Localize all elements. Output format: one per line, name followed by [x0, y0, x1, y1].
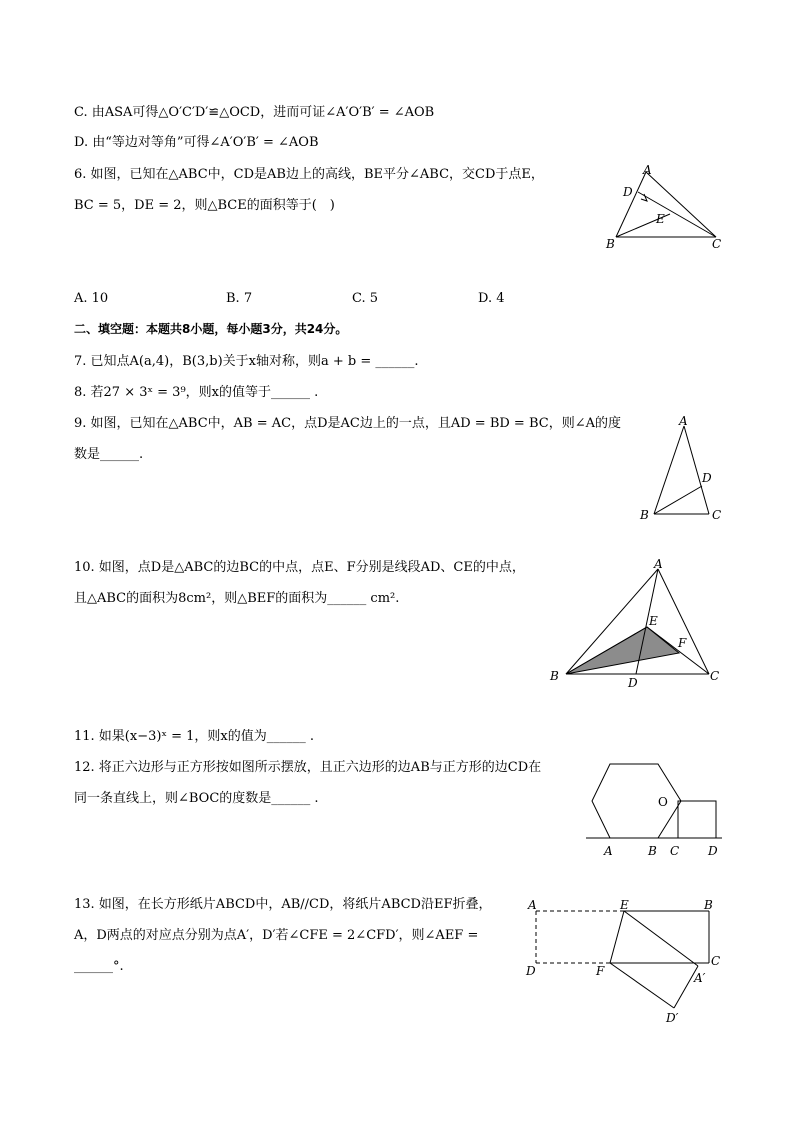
fig9-label-d: D [702, 471, 712, 485]
fig6-label-c: C [712, 237, 722, 251]
fig10-shaded-triangle [566, 627, 679, 674]
option-c: C. 由ASA可得△O′C′D′≌△OCD，进而可证∠A′O′B′ = ∠AOB [74, 105, 435, 120]
fig10-label-e: E [649, 614, 658, 628]
fig12-label-c: C [670, 844, 680, 858]
question-8: 8. 若27 × 3ˣ = 3⁹，则x的值等于______ . [74, 385, 319, 400]
question-13-line-2: A，D两点的对应点分别为点A′，D′若∠CFE = 2∠CFD′，则∠AEF = [74, 928, 479, 943]
question-10-line-2: 且△ABC的面积为8cm²，则△BEF的面积为______ cm². [74, 591, 400, 606]
figure-6-triangle [598, 162, 728, 254]
fig10-label-d: D [628, 676, 638, 690]
fig13-label-a: A [528, 898, 537, 912]
q6-option-b: B. 7 [226, 291, 253, 306]
fig6-label-a: A [643, 163, 652, 177]
fig6-label-e: E [656, 212, 665, 226]
fig9-label-c: C [712, 508, 722, 522]
fig6-label-b: B [606, 237, 615, 251]
fig12-label-a: A [604, 844, 613, 858]
question-6-line-1: 6. 如图，已知在△ABC中，CD是AB边上的高线，BE平分∠ABC，交CD于点E， [74, 167, 544, 182]
figure-10-triangle [544, 555, 724, 690]
fig13-label-d: D [526, 964, 536, 978]
question-6-line-2: BC = 5，DE = 2，则△BCE的面积等于( ) [74, 198, 335, 213]
question-13-line-3: ______°. [74, 959, 124, 974]
question-7: 7. 已知点A(a,4)，B(3,b)关于x轴对称，则a + b = ______. [74, 354, 419, 369]
fig13-label-d-prime: D′ [666, 1011, 679, 1025]
question-9-line-2: 数是______. [74, 447, 144, 462]
question-11: 11. 如果(x−3)ˣ = 1，则x的值为______ . [74, 729, 314, 744]
fig10-label-f: F [678, 636, 687, 650]
option-d: D. 由“等边对等角”可得∠A′O′B′ = ∠AOB [74, 135, 319, 150]
section-2-heading: 二、填空题：本题共8小题，每小题3分，共24分。 [74, 322, 348, 336]
figure-12-hexagon-square [586, 758, 726, 860]
question-12-line-1: 12. 将正六边形与正方形按如图所示摆放，且正六边形的边AB与正方形的边CD在 [74, 760, 542, 775]
fig6-label-d: D [623, 185, 633, 199]
fig12-label-d: D [708, 844, 718, 858]
q6-option-d: D. 4 [478, 291, 505, 306]
fig13-label-b: B [704, 898, 713, 912]
figure-9-triangle [632, 412, 732, 527]
question-12-line-2: 同一条直线上，则∠BOC的度数是______ . [74, 791, 319, 806]
fig13-label-a-prime: A′ [694, 971, 706, 985]
fig13-label-e: E [620, 898, 629, 912]
fig10-label-b: B [550, 669, 559, 683]
question-10-line-1: 10. 如图，点D是△ABC的边BC的中点，点E、F分别是线段AD、CE的中点， [74, 560, 525, 575]
fig9-label-a: A [679, 414, 688, 428]
figure-13-folded-rectangle [522, 896, 732, 1028]
q6-option-c: C. 5 [352, 291, 379, 306]
fig13-label-c: C [711, 954, 721, 968]
fig12-label-o: O [658, 795, 668, 809]
fig9-label-b: B [640, 508, 649, 522]
fig12-label-b: B [648, 844, 657, 858]
fig10-label-c: C [710, 669, 720, 683]
question-9-line-1: 9. 如图，已知在△ABC中，AB = AC，点D是AC边上的一点，且AD = BD = BC，则∠A的度 [74, 416, 621, 431]
question-13-line-1: 13. 如图，在长方形纸片ABCD中，AB//CD，将纸片ABCD沿EF折叠， [74, 897, 492, 912]
fig10-label-a: A [654, 557, 663, 571]
q6-option-a: A. 10 [74, 291, 109, 306]
fig13-label-f: F [596, 964, 605, 978]
